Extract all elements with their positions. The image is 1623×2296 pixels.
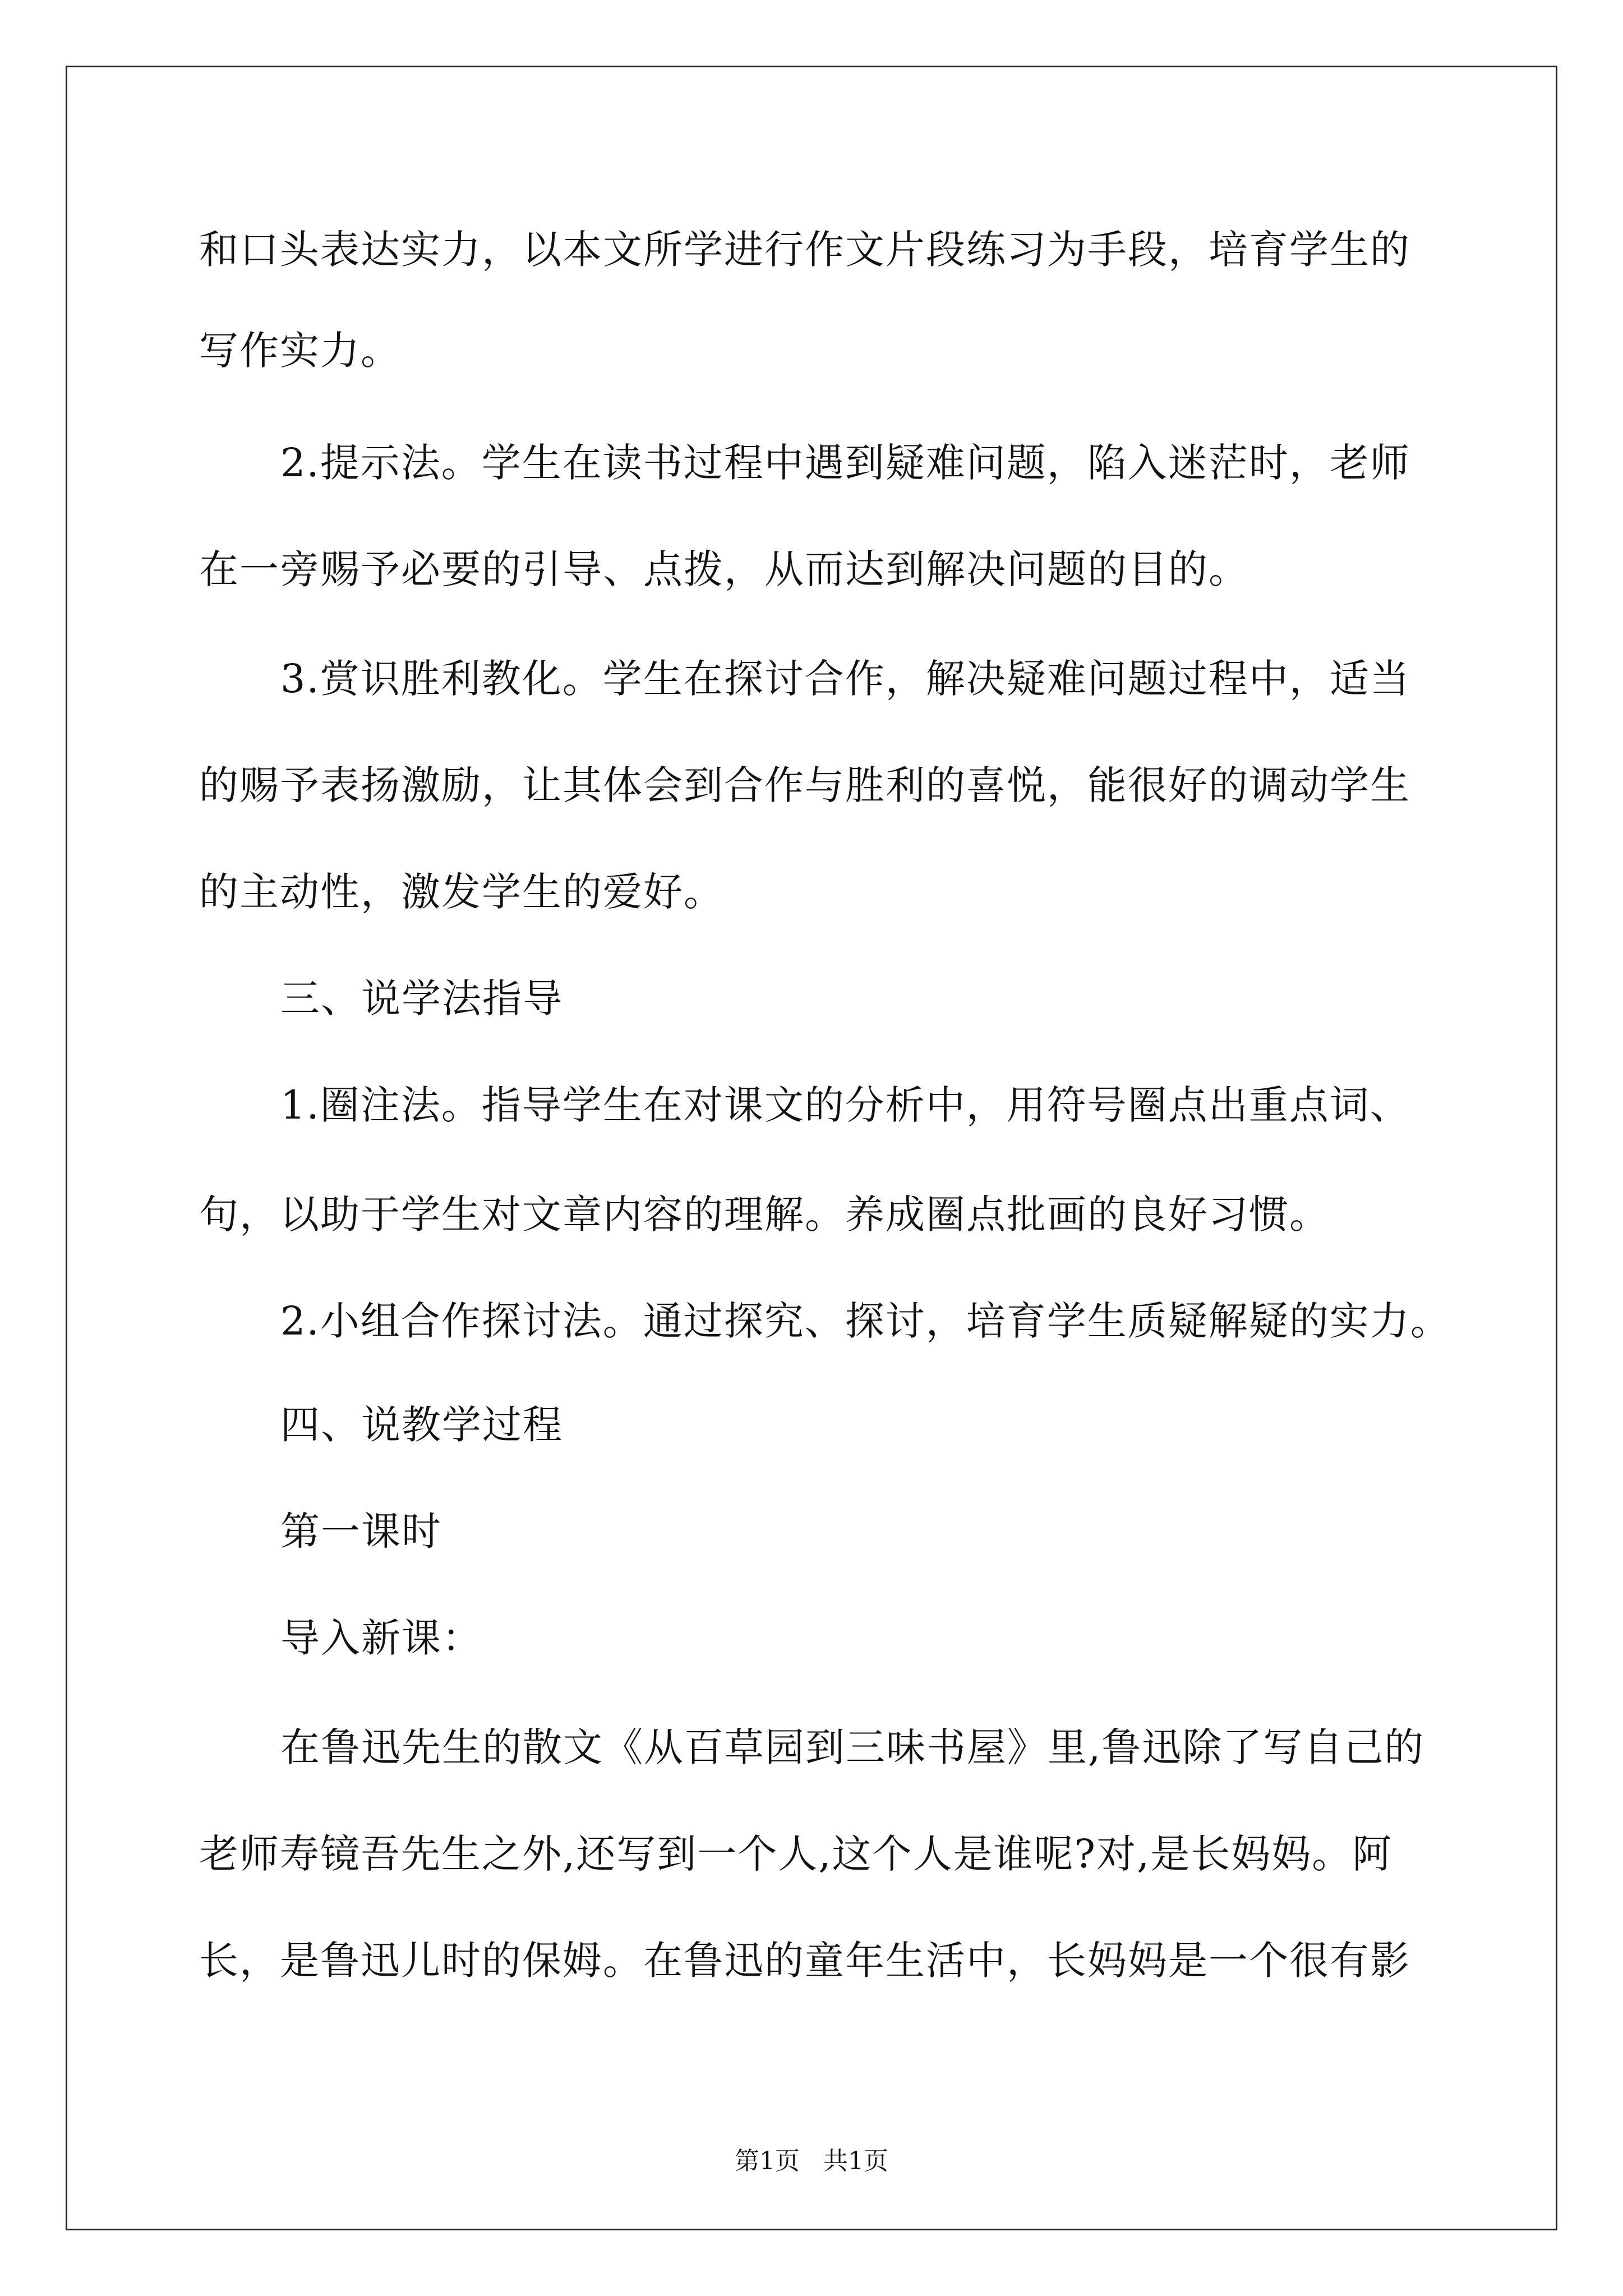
text-line: 2.提示法。学生在读书过程中遇到疑难问题，陷入迷茫时，老师 [280,440,1410,486]
page-border [66,66,1557,2230]
text-line: 和口头表达实力，以本文所学进行作文片段练习为手段，培育学生的 [199,227,1410,273]
text-line: 1.圈注法。指导学生在对课文的分析中，用符号圈点出重点词、 [280,1082,1410,1128]
text-line: 长，是鲁迅儿时的保姆。在鲁迅的童年生活中，长妈妈是一个很有影 [199,1938,1410,1984]
text-line: 的主动性，激发学生的爱好。 [199,869,724,915]
section-heading: 三、说学法指导 [280,976,563,1022]
page-number-footer: 第1页 共1页 [735,2147,888,2175]
section-heading: 四、说教学过程 [280,1402,563,1448]
subheading: 导入新课： [280,1615,482,1661]
text-line: 2.小组合作探讨法。通过探究、探讨，培育学生质疑解疑的实力。 [280,1298,1451,1344]
text-line: 在鲁迅先生的散文《从百草园到三味书屋》里,鲁迅除了写自己的 [280,1724,1425,1770]
text-line: 在一旁赐予必要的引导、点拨，从而达到解决问题的目的。 [199,546,1249,592]
text-line: 写作实力。 [199,328,401,374]
text-line: 的赐予表扬激励，让其体会到合作与胜利的喜悦，能很好的调动学生 [199,762,1410,808]
text-line: 3.赏识胜利教化。学生在探讨合作，解决疑难问题过程中，适当 [280,656,1410,702]
subheading: 第一课时 [280,1508,442,1554]
text-line: 句，以助于学生对文章内容的理解。养成圈点批画的良好习惯。 [199,1191,1330,1237]
text-line: 老师寿镜吾先生之外,还写到一个人,这个人是谁呢?对,是长妈妈。阿 [199,1831,1393,1877]
